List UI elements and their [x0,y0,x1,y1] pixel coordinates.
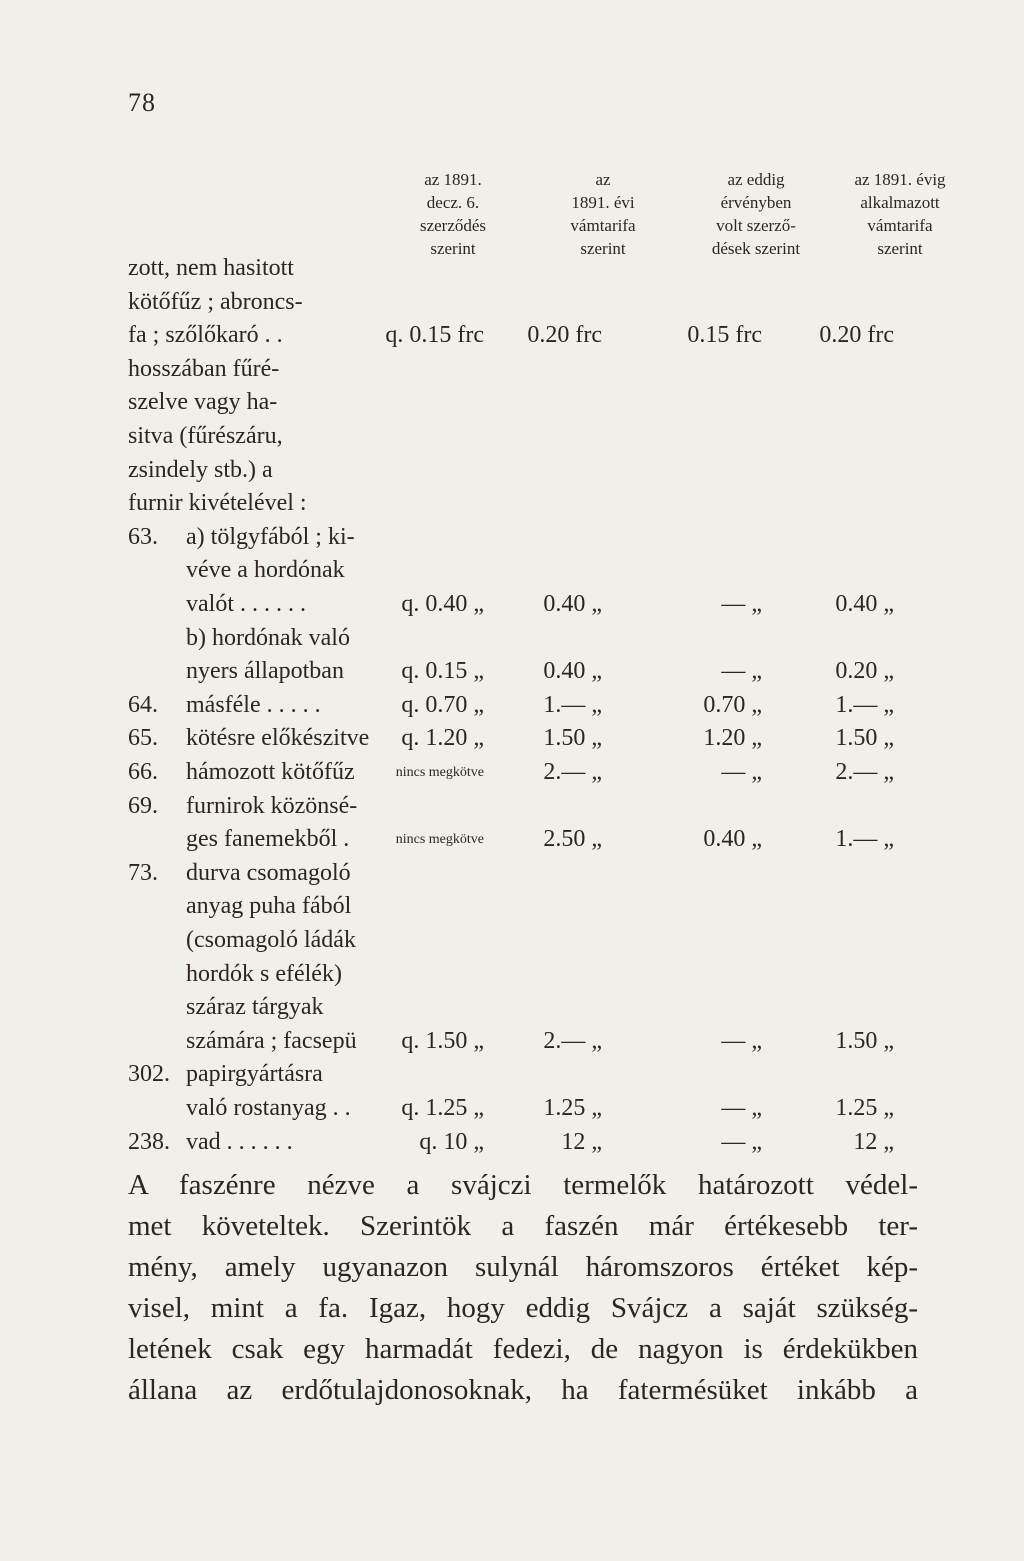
table-row [0,1025,1024,1058]
paragraph-line: mény, amely ugyanazon sulynál háromszoros értéket kép- [128,1251,918,1283]
item-label: hámozott kötőfűz [186,759,355,785]
table-row [0,1126,1024,1159]
value-cell-col2: 2.50 „ [543,826,602,853]
table-row [0,554,1024,587]
item-label: hosszában fűré- [128,355,280,382]
paragraph-line: visel, mint a fa. Igaz, hogy eddig Svájcz a saját szükség- [128,1292,918,1324]
value-cell-col4: 0.20 frc [819,322,894,349]
value-cell-col2: 0.20 frc [527,322,602,349]
body-paragraph [128,1165,918,1411]
table-row [0,622,1024,655]
table-row [0,521,1024,554]
column-header-line: az [595,170,611,189]
column-header-4 [825,168,975,260]
column-header-line: szerződés [419,216,487,235]
value-cell-col2: 0.40 „ [543,591,602,617]
table-row [0,252,1024,285]
table-row [0,890,1024,923]
paragraph-line: met követeltek. Szerintök a faszén már értékesebb ter- [128,1210,918,1242]
value-cell-col4: 1.— „ [835,691,894,718]
item-label: b) hordónak való [186,624,350,651]
table-row [0,857,1024,890]
value-cell-col3: 1.20 „ [703,725,762,752]
value-cell-col1: q. 1.50 „ [401,1027,484,1054]
table-row [0,823,1024,856]
value-cell-col1: q. 0.15 „ [401,658,484,685]
value-cell-col1: nincs megkötve [395,832,484,848]
value-cell-col1: nincs megkötve [395,765,484,780]
item-label: véve a hordónak [186,557,345,584]
column-header-line: vámtarifa [867,216,933,235]
item-label: valót . . . . . . [186,591,306,617]
table-row [0,1092,1024,1125]
table-row [0,286,1024,319]
column-header-line: vámtarifa [570,216,636,235]
paragraph-line: állana az erdőtulajdonosoknak, ha fatermésüket inkább a [128,1374,918,1406]
table-row [0,991,1024,1024]
value-cell-col2: 2.— „ [543,1027,602,1054]
value-cell-col3: — „ [721,1095,762,1121]
value-cell-col4: 1.50 „ [835,1027,894,1054]
table-row [0,588,1024,621]
table-row [0,958,1024,991]
table-row [0,756,1024,789]
value-cell-col3: 0.40 „ [703,826,762,853]
value-cell-col1: q. 1.20 „ [401,725,484,752]
item-label: sitva (fűrészáru, [128,423,283,449]
item-label: szelve vagy ha- [128,389,278,416]
table-row [0,689,1024,722]
column-header-line: 1891. évi [571,193,635,212]
table-row [0,722,1024,755]
item-label: nyers állapotban [186,658,344,685]
paragraph-line: letének csak egy harmadát fedezi, de nagyon is érdekükben [128,1333,918,1365]
value-cell-col4: 1.— „ [835,826,894,853]
value-cell-col4: 0.20 „ [835,658,894,685]
value-cell-col4: 1.25 „ [835,1095,894,1121]
value-cell-col2: 1.25 „ [543,1095,602,1121]
item-label: zott, nem hasitott [128,255,294,281]
column-header-line: az 1891. évig [854,170,946,189]
value-cell-col2: 1.— „ [543,691,602,718]
column-header-1 [378,168,528,260]
column-header-line: szerint [580,239,626,258]
item-label: kötésre előkészitve [186,725,370,752]
value-cell-col2: 2.— „ [543,759,602,785]
table-row [0,353,1024,386]
value-cell-col3: — „ [721,658,762,685]
column-header-line: az 1891. [424,170,482,189]
table-row [0,655,1024,688]
item-label: ges fanemekből . [186,826,350,853]
item-label: kötőfűz ; abroncs- [128,288,303,315]
item-number: 66. [128,759,158,785]
value-cell-col4: 1.50 „ [835,725,894,752]
item-label: (csomagoló ládák [186,927,356,953]
item-number: 73. [128,859,158,886]
table-row [0,1058,1024,1091]
value-cell-col1: q. 1.25 „ [401,1095,484,1121]
table-row [0,319,1024,352]
item-label: másféle . . . . . [186,691,321,718]
item-number: 63. [128,523,158,550]
value-cell-col1: q. 10 „ [419,1128,484,1155]
item-label: a) tölgyfából ; ki- [186,523,355,550]
column-header-line: dések szerint [711,239,801,258]
value-cell-col4: 2.— „ [835,759,894,785]
item-label: száraz tárgyak [186,994,324,1021]
item-label: hordók s efélék) [186,960,342,987]
paragraph-line: A faszénre nézve a svájczi termelők határozott védel- [128,1169,918,1201]
table-row [0,386,1024,419]
column-header-line: szerint [430,239,476,258]
table-row [0,790,1024,823]
column-header-line: szerint [877,239,923,258]
item-number: 69. [128,792,158,819]
item-number: 302. [128,1061,170,1088]
item-label: fa ; szőlőkaró . . [128,322,283,349]
table-row [0,924,1024,957]
item-label: zsindely stb.) a [128,456,273,483]
table-row [0,454,1024,487]
item-label: furnir kivételével : [128,490,307,517]
value-cell-col2: 12 „ [561,1128,602,1155]
item-number: 65. [128,725,158,752]
value-cell-col4: 12 „ [853,1128,894,1155]
value-cell-col3: 0.70 „ [703,691,762,718]
value-cell-col2: 0.40 „ [543,658,602,685]
value-cell-col3: — „ [721,759,762,785]
page-number: 78 [128,88,156,117]
column-header-3 [681,168,831,260]
value-cell-col3: — „ [721,591,762,617]
item-number: 238. [128,1128,170,1155]
item-number: 64. [128,691,158,718]
value-cell-col1: q. 0.40 „ [401,591,484,617]
column-header-line: volt szerző- [716,216,796,235]
item-label: durva csomagoló [186,859,351,886]
table-row [0,420,1024,453]
column-header-line: az eddig [727,170,785,189]
item-label: furnirok közönsé- [186,792,358,819]
column-header-2 [528,168,678,260]
value-cell-col3: 0.15 frc [687,322,762,349]
value-cell-col1: q. 0.15 frc [385,322,484,349]
value-cell-col2: 1.50 „ [543,725,602,752]
value-cell-col4: 0.40 „ [835,591,894,617]
item-label: vad . . . . . . [186,1128,293,1155]
item-label: anyag puha fából [186,893,352,920]
item-label: számára ; facsepü [186,1027,357,1054]
table-row [0,487,1024,520]
value-cell-col1: q. 0.70 „ [401,691,484,718]
column-header-line: alkalmazott [860,193,940,212]
value-cell-col3: — „ [721,1128,762,1155]
column-header-line: decz. 6. [426,193,480,212]
item-label: papirgyártásra [186,1061,323,1088]
column-header-line: érvényben [720,193,792,212]
item-label: való rostanyag . . [186,1095,351,1121]
value-cell-col3: — „ [721,1027,762,1054]
